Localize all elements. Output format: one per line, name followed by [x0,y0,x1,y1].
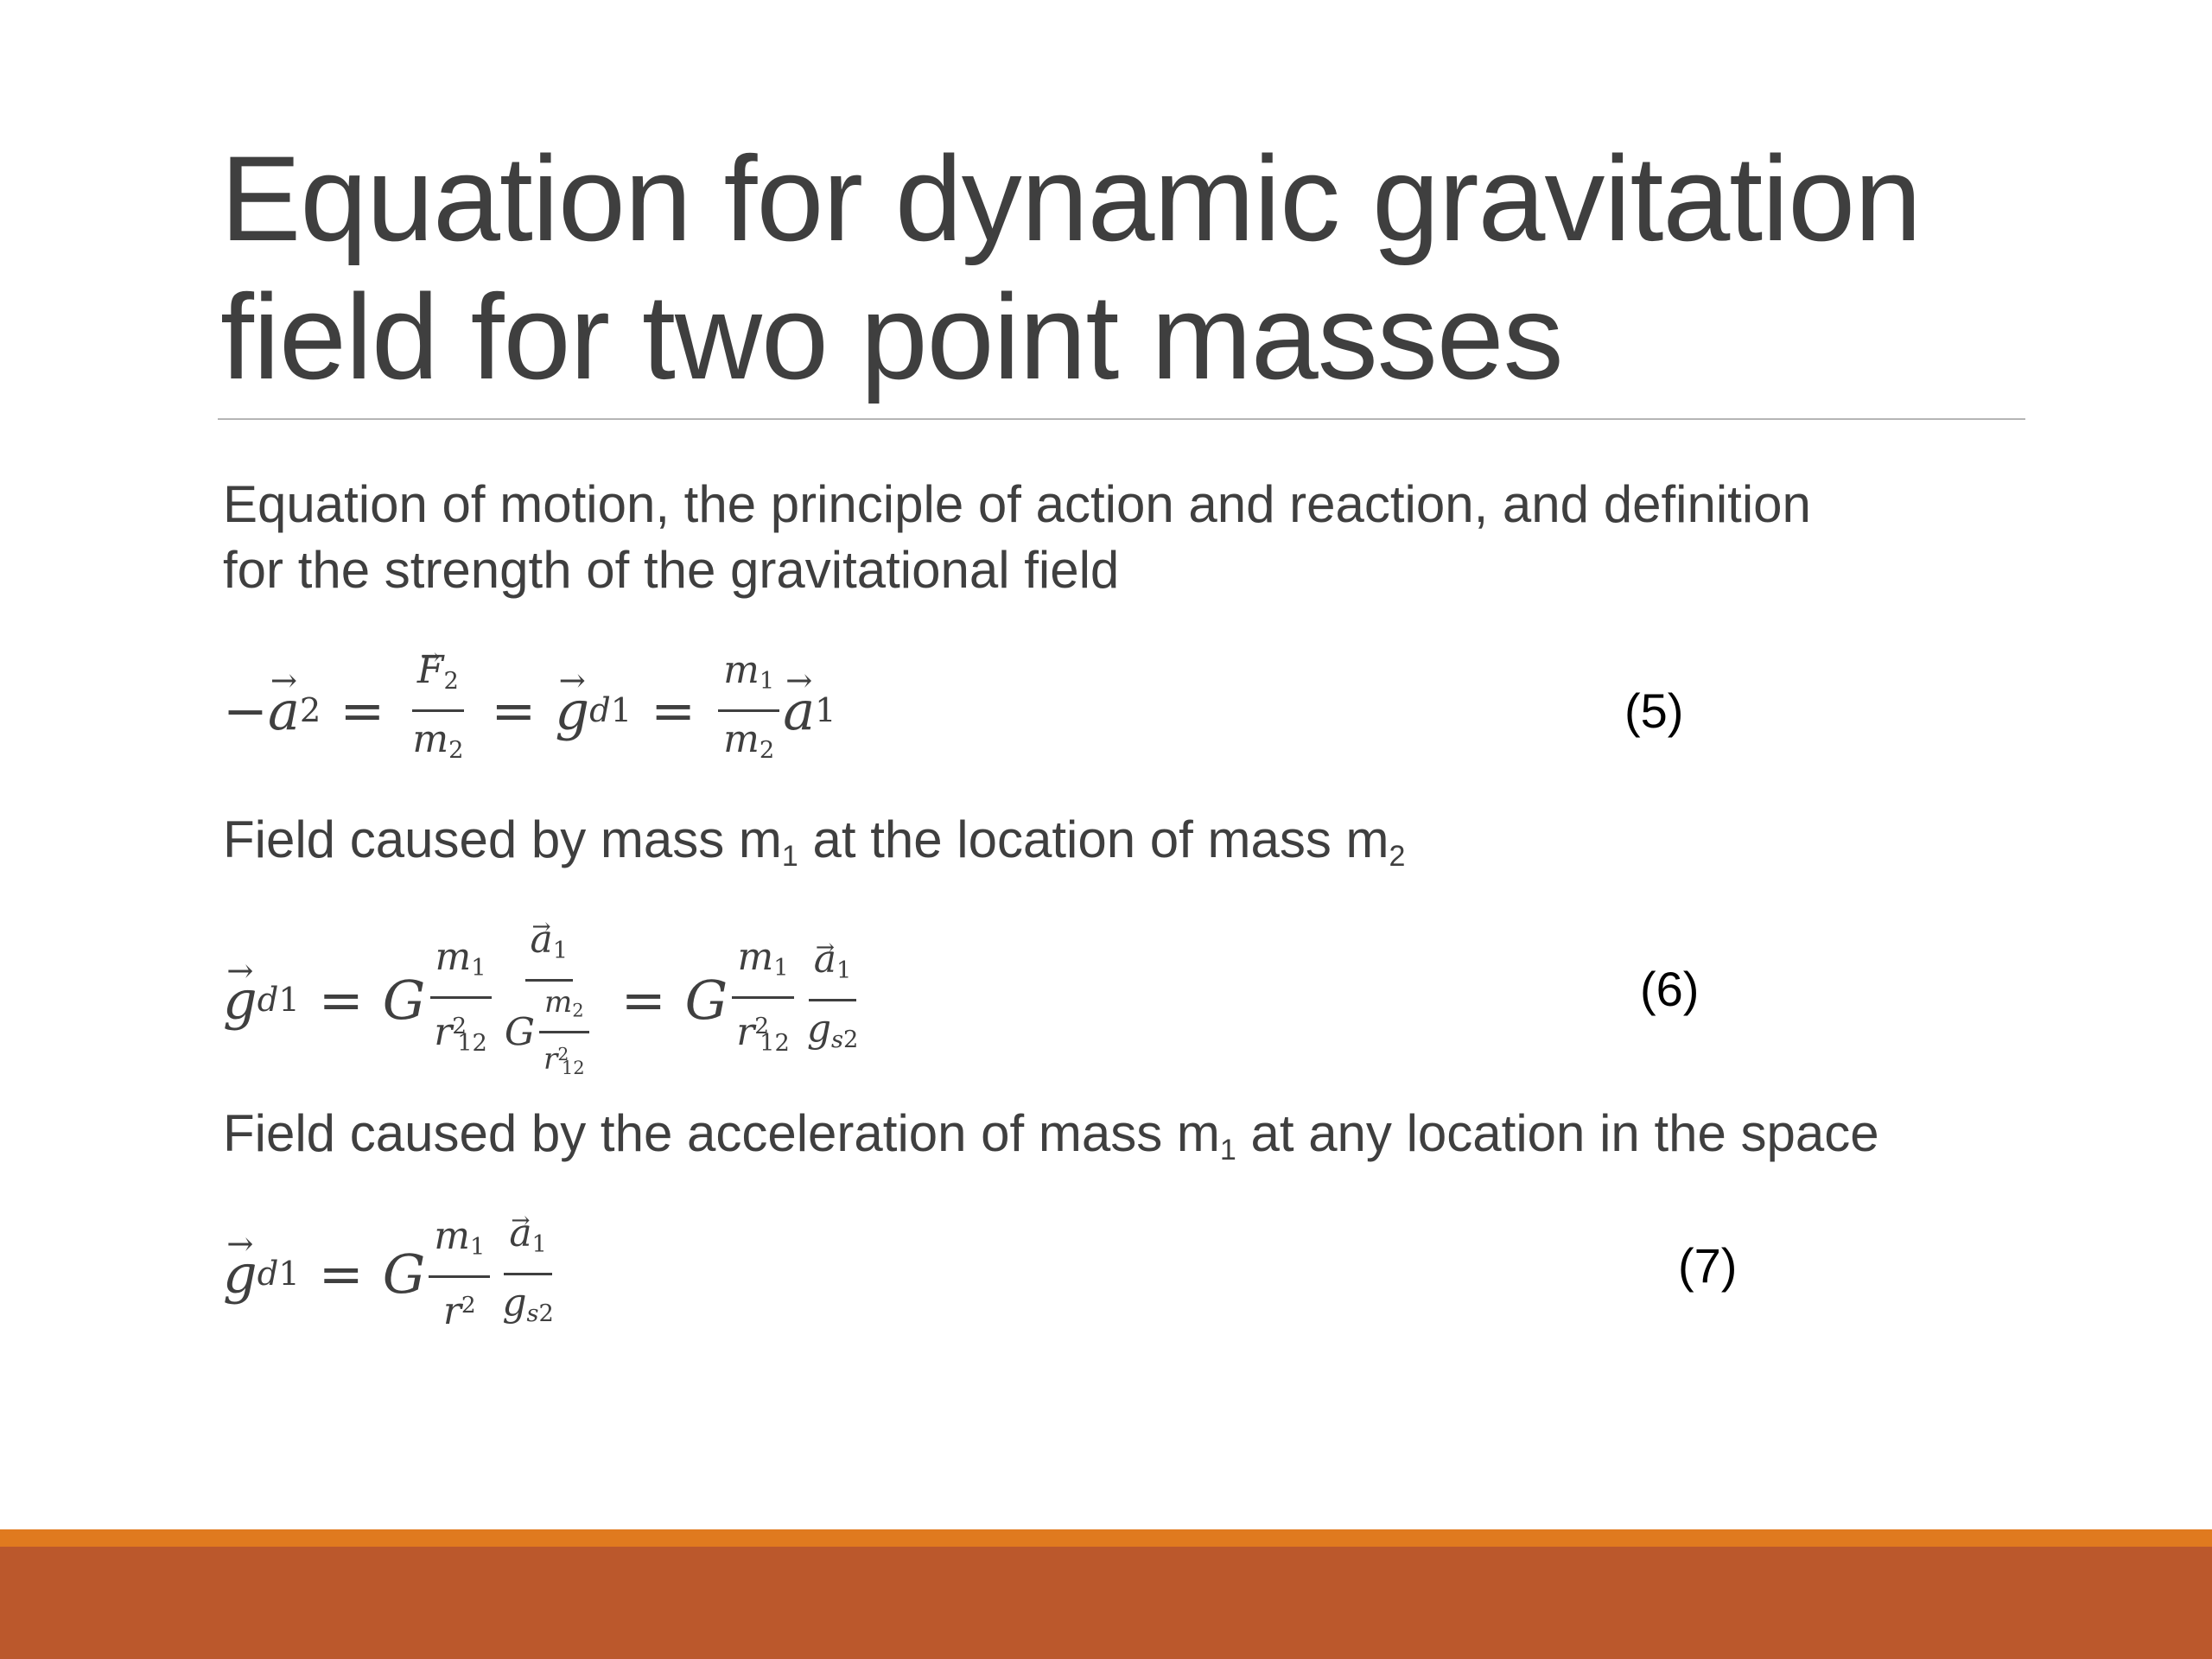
equation-7: → g d1 = G $\frac{m_1}{r^2}$ → $\frac{a_1}{g_{s2}}$ [223,1210,563,1338]
field-accel-sub-1: 1 [1219,1134,1236,1166]
eq6-frac-m1-over-r12: $\frac{m_1}{r^2_{12}}$ [429,933,493,1068]
intro-paragraph [223,472,1811,603]
intro-line-2: for the strength of the gravitational field [223,541,1120,599]
equation-7-number: (7) [1678,1238,1738,1293]
eq7-frac-m1-over-r2: $\frac{m_1}{r^2}$ [429,1212,490,1336]
eq6-frac-a1-over-gs2: → $\frac{a_1}{g_{s2}}$ [802,936,864,1065]
slide-title-line-1: Equation for dynamic gravitation [220,130,1921,266]
field-mass-sub-1: 1 [781,840,798,873]
eq5-frac-force-over-mass: → $\frac{F_2}{m_2}$ [407,646,468,775]
eq7-frac-a1-over-gs2: → $\frac{a_1}{g_{s2}}$ [497,1210,559,1338]
field-mass-text-a: Field caused by mass m [223,810,782,868]
footer-bar [0,1547,2212,1659]
field-accel-text-a: Field caused by the acceleration of mass m [223,1104,1220,1162]
eq5-frac-mass-ratio: $\frac{m_1}{m_2}$ [718,646,779,775]
equation-5-number: (5) [1624,683,1684,738]
field-mass-paragraph [223,807,1405,889]
field-acceleration-paragraph [223,1101,1879,1183]
footer-accent-line [0,1529,2212,1547]
eq6-frac-a1-over-field: → $a_1$ G $\frac{m_2}{r^2_{12}}$ [499,916,599,1085]
equation-6: → g d1 = G $\frac{m_1}{r^2_{12}}$ → $a_1$ G $\frac{m_2}{r^2_{12}}$ = G $\frac{m_1}{r^2_{12}}$ → $\frac{a_1}{g_{s2}}$ [223,916,867,1085]
intro-line-1: Equation of motion, the principle of action and reaction, and definition [223,475,1811,533]
field-mass-text-b: at the location of mass m [798,810,1389,868]
title-divider [218,418,2025,420]
slide-title-line-2: field for two point masses [220,269,1563,404]
equation-6-number: (6) [1640,962,1700,1016]
field-accel-text-b: at any location in the space [1236,1104,1879,1162]
equation-5: − → a 2 = → $\frac{F_2}{m_2}$ = → g d1 = $\frac{m_1}{m_2}$ → a 1 [223,646,836,775]
field-mass-sub-2: 2 [1389,840,1406,873]
eq6-frac-m1-over-r12-b: $\frac{m_1}{r^2_{12}}$ [731,933,795,1068]
slide-title [220,130,2035,406]
